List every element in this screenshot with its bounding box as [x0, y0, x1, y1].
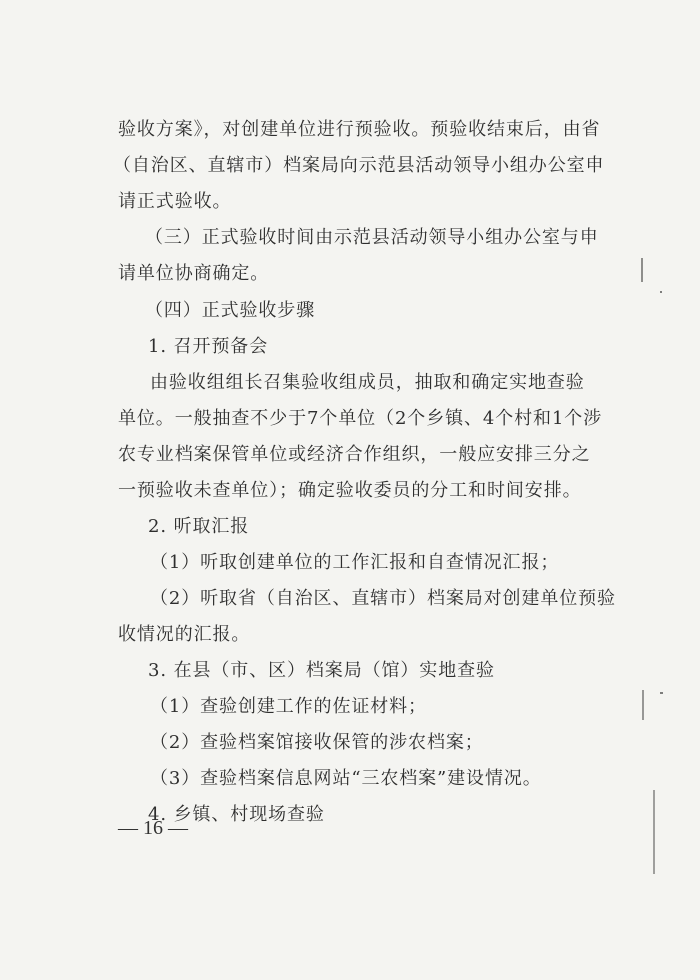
step-heading: 4. 乡镇、村现场查验 [148, 804, 325, 825]
text-line: 请正式验收。 [118, 191, 232, 212]
scan-mark [641, 258, 643, 282]
page-number: — 16 — [118, 817, 188, 839]
text-line: （1）查验创建工作的佐证材料； [150, 696, 427, 717]
text-line: （2）听取省（自治区、直辖市）档案局对创建单位预验 [150, 588, 616, 609]
section-heading: （四）正式验收步骤 [145, 300, 316, 321]
scan-mark [660, 291, 662, 293]
text-line: （自治区、直辖市）档案局向示范县活动领导小组办公室申 [113, 155, 605, 176]
scan-mark [660, 692, 663, 694]
text-line: 请单位协商确定。 [118, 263, 270, 284]
text-line: （1）听取创建单位的工作汇报和自查情况汇报； [150, 552, 560, 573]
text-line: 单位。一般抽查不少于7个单位（2个乡镇、4个村和1个涉 [118, 408, 603, 429]
text-line: （三）正式验收时间由示范县活动领导小组办公室与申 [145, 227, 599, 248]
text-line: 收情况的汇报。 [118, 624, 251, 645]
text-line: 由验收组组长召集验收组成员，抽取和确定实地查验 [150, 372, 585, 393]
step-heading: 3. 在县（市、区）档案局（馆）实地查验 [148, 660, 495, 681]
text-line: 验收方案》，对创建单位进行预验收。预验收结束后，由省 [118, 119, 601, 140]
step-heading: 2. 听取汇报 [148, 516, 250, 537]
text-line: （2）查验档案馆接收保管的涉农档案； [150, 732, 484, 753]
text-line: 农专业档案保管单位或经济合作组织，一般应安排三分之 [118, 444, 591, 465]
scan-mark [642, 690, 644, 720]
step-heading: 1. 召开预备会 [148, 336, 269, 357]
text-line: （3）查验档案信息网站“三农档案”建设情况。 [150, 768, 542, 789]
scan-mark [653, 790, 655, 874]
text-line: 一预验收未查单位）；确定验收委员的分工和时间安排。 [118, 480, 582, 501]
